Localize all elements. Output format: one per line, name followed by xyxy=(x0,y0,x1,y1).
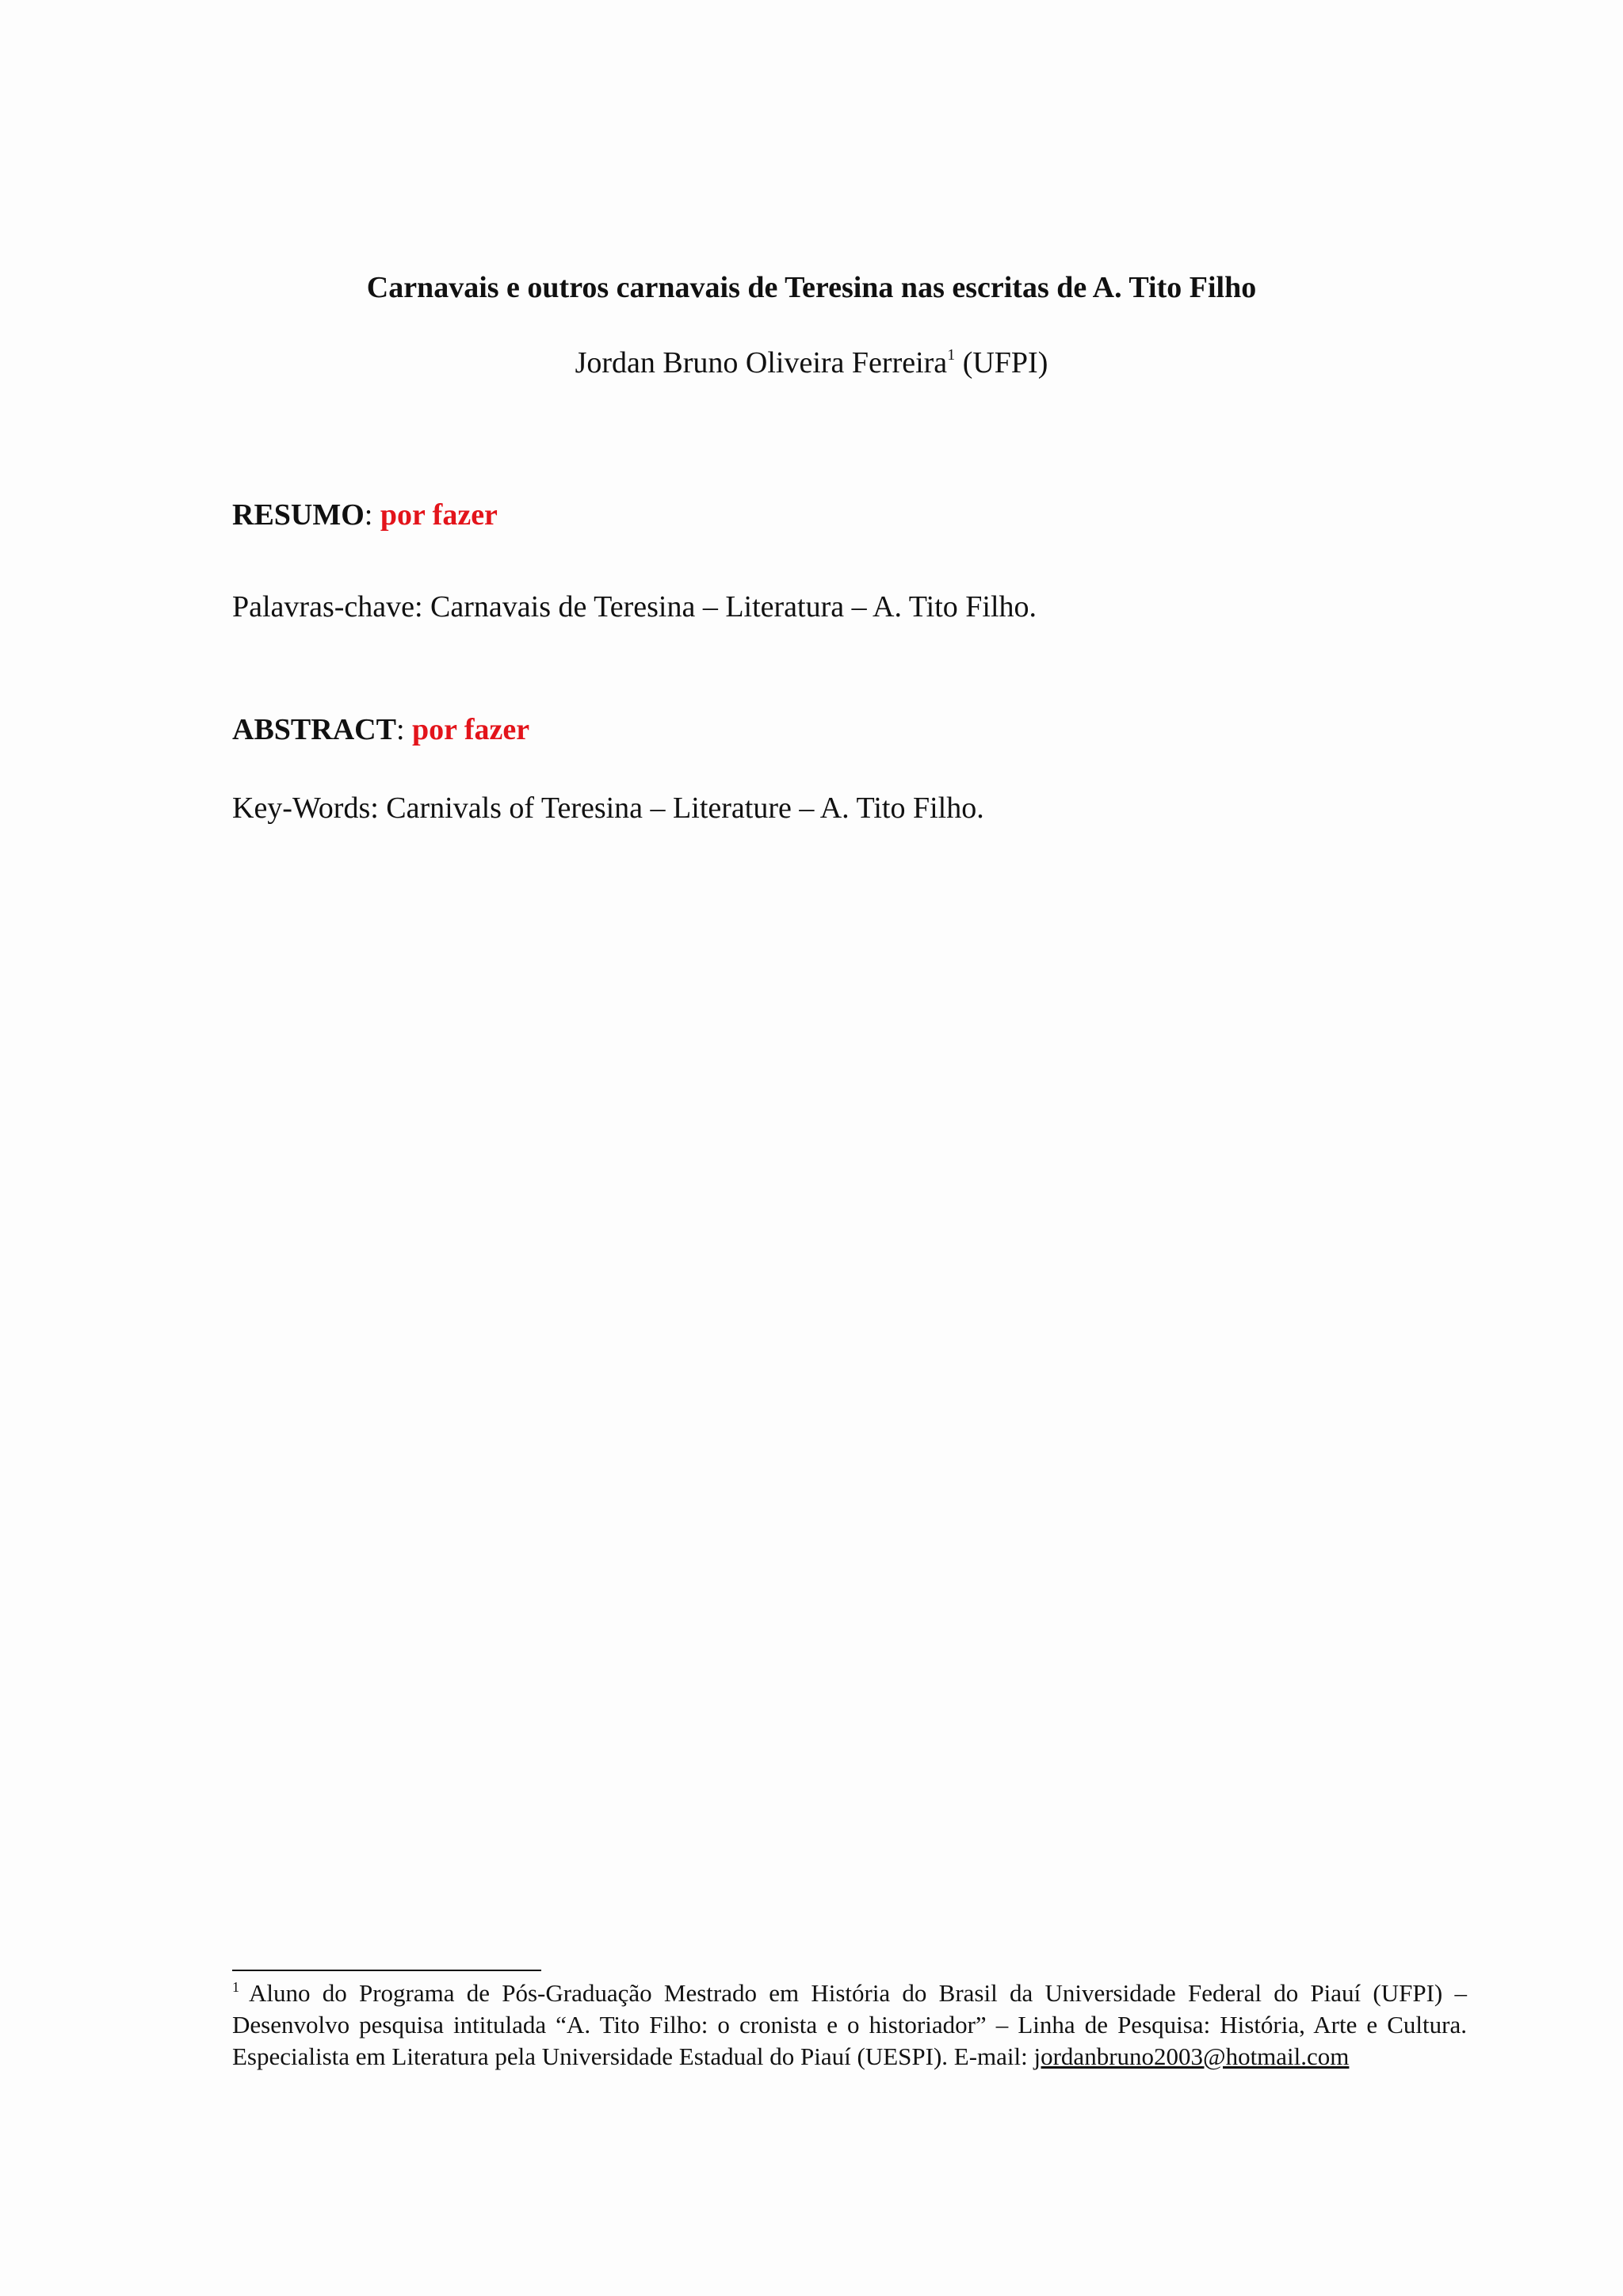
abstract-label: ABSTRACT xyxy=(232,713,396,746)
footnote-number: 1 xyxy=(232,1979,239,1995)
palavras-chave: Palavras-chave: Carnavais de Teresina – Literatura – A. Tito Filho. xyxy=(232,590,1037,624)
resumo-separator: : xyxy=(364,498,373,532)
author-name: Jordan Bruno Oliveira Ferreira xyxy=(575,346,948,379)
abstract-status: por fazer xyxy=(412,713,530,746)
footnote-text: Aluno do Programa de Pós-Graduação Mestrado em História do Brasil da Universidade Federal do Piauí (UFPI) – Desenvolvo pesquisa intitulada “A. Tito Filho: o cronista e o historiador” – Linha de Pesquisa: História, Arte e Cultura. Especialista em Literatura pela Universidade Estadual do Piauí (UESPI). E-mail: xyxy=(232,1979,1467,2070)
document-title: Carnavais e outros carnavais de Teresina nas escritas de A. Tito Filho xyxy=(366,271,1257,304)
abstract-section xyxy=(232,710,1468,749)
author-line xyxy=(0,343,1623,383)
resumo-label: RESUMO xyxy=(232,498,365,532)
footnote xyxy=(232,1978,1467,2073)
email-link[interactable]: jordanbruno2003@hotmail.com xyxy=(1033,2042,1350,2070)
footnote-reference[interactable]: 1 xyxy=(947,346,956,364)
resumo-section xyxy=(232,495,1468,535)
footnote-divider xyxy=(232,1970,541,1971)
abstract-separator: : xyxy=(395,713,405,746)
author-affiliation: (UFPI) xyxy=(962,346,1048,379)
key-words: Key-Words: Carnivals of Teresina – Literature – A. Tito Filho. xyxy=(232,791,984,825)
resumo-status: por fazer xyxy=(380,498,498,532)
